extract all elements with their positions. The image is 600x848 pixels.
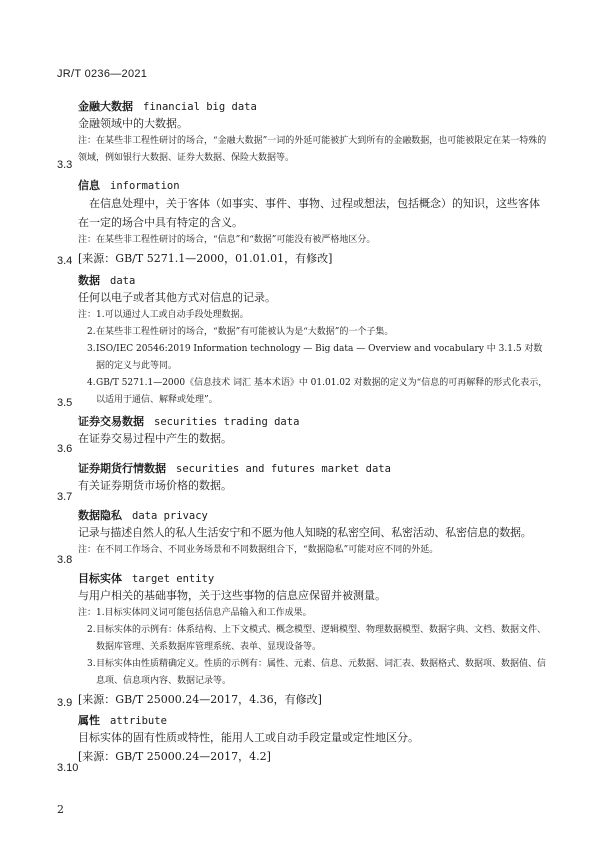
term-en: data privacy (132, 510, 208, 522)
clause-number: 3.4 (57, 255, 73, 267)
term-note-item: 4. GB/T 5271.1—2000《信息技术 词汇 基本术语》中 01.01.02 对数据的定义为“信息的可再解释的形式化表示，以适用于通信、解释或处理”。 (87, 378, 548, 405)
term-entry-attribute (78, 711, 548, 766)
term-cn: 属性 (78, 714, 100, 727)
term-note-item: 2. 在某些非工程性研讨的场合，“数据”有可能被认为是“大数据”的一个子集。 (87, 327, 394, 337)
term-source: [来源：GB/T 25000.24—2017，4.2] (78, 750, 271, 763)
term-entry-market-data (78, 459, 548, 495)
clause-number: 3.3 (57, 159, 73, 171)
term-note-item: 3. 目标实体由性质精确定义。性质的示例有：属性、元素、信息、元数据、词汇表、数据格式、数据项、数据值、信息项、信息项内容、数据记录等。 (87, 659, 547, 686)
term-note-item: 3. ISO/IEC 20546:2019 Information technology — Big data — Overview and vocabulary 中 3.1.5 对数据的定义与此等同。 (87, 344, 543, 371)
term-definition: 记录与描述自然人的私人生活安宁和不愿为他人知晓的私密空间、私密活动、私密信息的数据。 (78, 526, 532, 539)
term-notes: 注：1.目标实体同义词可能包括信息产品输入和工作成果。 (78, 608, 312, 618)
term-entry-information (78, 176, 548, 268)
standard-code: JR/T 0236—2021 (57, 68, 148, 80)
term-definition: 在证券交易过程中产生的数据。 (78, 432, 232, 445)
term-cn: 证券期货行情数据 (78, 462, 166, 475)
term-cn: 数据隐私 (78, 509, 122, 522)
term-definition: 与用户相关的基础事物，关于这些事物的信息应保留并被测量。 (78, 589, 386, 602)
term-note: 注：在某些非工程性研讨的场合，“信息”和“数据”可能没有被严格地区分。 (78, 235, 376, 245)
term-note-item: 2. 目标实体的示例有：体系结构、上下文模式、概念模型、逻辑模型、物理数据模型、数据字典、文档、数据文件、数据库管理、关系数据库管理系统、表单、显现设备等。 (87, 625, 547, 652)
term-cn: 金融大数据 (78, 100, 133, 113)
term-entry-securities-trading-data (78, 412, 548, 448)
term-en: target entity (132, 573, 215, 585)
term-definition: 金融领域中的大数据。 (78, 117, 188, 130)
term-en: securities trading data (154, 416, 300, 428)
term-entry-target-entity (78, 569, 548, 709)
clause-number: 3.9 (57, 697, 73, 709)
term-en: financial big data (143, 101, 257, 113)
clause-number: 3.6 (57, 443, 73, 455)
term-cn: 数据 (78, 274, 100, 287)
clause-number: 3.8 (57, 554, 73, 566)
term-source: [来源：GB/T 25000.24—2017，4.36，有修改] (78, 693, 322, 706)
clause-number: 3.7 (57, 491, 73, 503)
term-cn: 信息 (78, 179, 100, 192)
term-definition: 有关证券期货市场价格的数据。 (78, 479, 232, 492)
term-notes: 注：1.可以通过人工或自动手段处理数据。 (78, 310, 249, 320)
term-en: data (110, 275, 136, 287)
clause-number: 3.10 (57, 762, 79, 774)
term-definition: 任何以电子或者其他方式对信息的记录。 (78, 291, 276, 304)
clause-number: 3.5 (57, 397, 73, 409)
term-source: [来源：GB/T 5271.1—2000，01.01.01，有修改] (78, 252, 333, 265)
term-en: securities and futures market data (176, 463, 391, 475)
term-entry-data (78, 271, 548, 409)
term-cn: 目标实体 (78, 572, 122, 585)
term-cn: 证券交易数据 (78, 415, 144, 428)
term-en: attribute (110, 715, 167, 727)
term-definition: 目标实体的固有性质或特性，能用人工或自动手段定量或定性地区分。 (78, 731, 419, 744)
term-note: 注：在某些非工程性研讨的场合，“金融大数据”一词的外延可能被扩大到所有的金融数据，也可能被限定在某一特殊的领域，例如银行大数据、证券大数据、保险大数据等。 (78, 136, 547, 163)
term-definition: 在信息处理中，关于客体（如事实、事件、事物、过程或想法，包括概念）的知识，这些客体在一定的场合中具有特定的含义。 (78, 197, 540, 229)
page-number: 2 (57, 803, 64, 816)
term-en: information (110, 180, 180, 192)
term-note: 注：在不同工作场合、不同业务场景和不同数据组合下，“数据隐私”可能对应不同的外延。 (78, 545, 439, 555)
term-entry-financial-big-data (78, 97, 548, 167)
term-entry-data-privacy (78, 506, 548, 559)
